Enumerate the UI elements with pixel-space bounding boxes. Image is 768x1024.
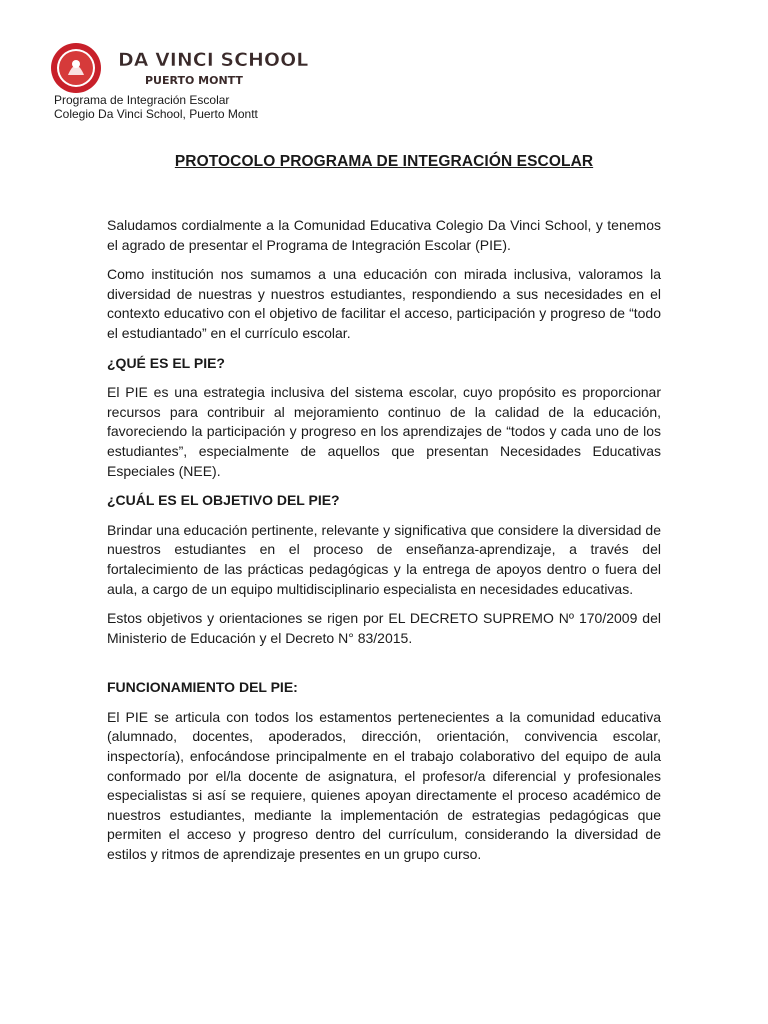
school-name: Colegio Da Vinci School, Puerto Montt [54,107,258,121]
program-name: Programa de Integración Escolar [54,93,230,107]
paragraph-pie-definition: El PIE es una estrategia inclusiva del sistema escolar, cuyo propósito es proporcionar recursos para contribuir al mejoramiento continuo de la calidad de la educación, favoreciendo la participación y progreso en los aprendizajes de “todos y cada uno de los estudiantes”, especialmente de aquellos que presentan Necesidades Educativas Especiales (NEE). [107,384,661,479]
school-logo-graphic [48,42,309,94]
paragraph-inclusion: Como institución nos sumamos a una educación con mirada inclusiva, valoramos la diversidad de nuestras y nuestros estudiantes, respondiendo a sus necesidades en el contexto educativo con el objetivo de facilitar el acceso, participación y progreso de “todo el estudiantado” en el currículo escolar. [107,266,661,341]
organization-header [54,93,258,121]
school-logo [48,42,309,94]
heading-operation: FUNCIONAMIENTO DEL PIE: [107,679,298,696]
heading-objective: ¿CUÁL ES EL OBJETIVO DEL PIE? [107,492,340,509]
document-body [107,216,661,875]
document-title: PROTOCOLO PROGRAMA DE INTEGRACIÓN ESCOLAR [174,153,594,170]
heading-what-is-pie: ¿QUÉ ES EL PIE? [107,354,225,371]
logo-school-location: PUERTO MONTT [145,74,243,87]
paragraph-decree: Estos objetivos y orientaciones se rigen por EL DECRETO SUPREMO Nº 170/2009 del Ministerio de Educación y el Decreto N° 83/2015. [107,610,661,646]
logo-school-name: DA VINCI SCHOOL [118,49,309,71]
paragraph-objective: Brindar una educación pertinente, relevante y significativa que considere la diversidad de nuestros estudiantes en el proceso de enseñanza-aprendizaje, a través del fortalecimiento de las prácticas pedagógicas y la entrega de apoyos dentro o fuera del aula, a cargo de un equipo multidisciplinario especialista en necesidades educativas. [107,521,661,597]
paragraph-greeting: Saludamos cordialmente a la Comunidad Educativa Colegio Da Vinci School, y tenemos el agrado de presentar el Programa de Integración Escolar (PIE). [107,217,661,253]
paragraph-operation: El PIE se articula con todos los estamentos pertenecientes a la comunidad educativa (alumnado, docentes, apoderados, dirección, orientación, convivencia escolar, inspectoría), enfocándose principalmente en el trabajo colaborativo del equipo de aula conformado por el/la docente de asignatura, el profesor/a diferencial y profesionales especialistas si así se requiere, quienes apoyan directamente el proceso académico de nuestros estudiantes, mediante la implementación de estrategias pedagógicas que permiten el acceso y progreso dentro del currículum, considerando la diversidad de estilos y ritmos de aprendizaje presentes en un grupo curso. [107,708,661,863]
